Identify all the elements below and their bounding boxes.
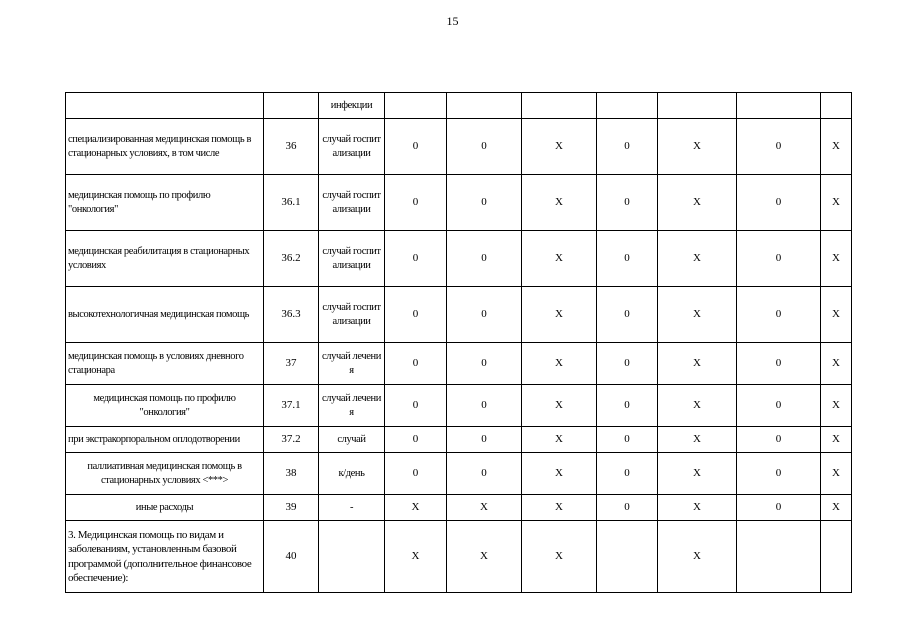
row-code: 39: [264, 495, 319, 521]
row-value: X: [522, 453, 597, 495]
row-value: 0: [447, 119, 522, 175]
row-code: [264, 93, 319, 119]
table-body: [66, 93, 852, 593]
row-value: 0: [385, 231, 447, 287]
row-value: X: [522, 231, 597, 287]
row-value: X: [658, 521, 737, 593]
row-value: X: [658, 231, 737, 287]
row-value: 0: [447, 385, 522, 427]
row-value: 0: [737, 231, 821, 287]
row-value: X: [522, 119, 597, 175]
row-value: X: [821, 343, 852, 385]
table-row: [66, 495, 852, 521]
row-name: [66, 93, 264, 119]
row-value: 0: [597, 453, 658, 495]
row-unit: к/день: [319, 453, 385, 495]
row-value: X: [658, 175, 737, 231]
row-value: X: [821, 385, 852, 427]
row-code: 36.2: [264, 231, 319, 287]
row-name: медицинская помощь по профилю "онкология": [66, 385, 264, 427]
row-value: 0: [737, 119, 821, 175]
row-value: X: [658, 287, 737, 343]
row-value: [385, 93, 447, 119]
page-number: 15: [446, 14, 459, 28]
table-row: [66, 231, 852, 287]
row-value: 0: [737, 385, 821, 427]
row-name: медицинская помощь в условиях дневного стационара: [66, 343, 264, 385]
row-code: 37.2: [264, 427, 319, 453]
row-value: 0: [385, 175, 447, 231]
table-row: [66, 427, 852, 453]
table-row: [66, 287, 852, 343]
row-value: X: [522, 175, 597, 231]
row-name: 3. Медицинская помощь по видам и заболеваниям, установленным базовой программой (дополнительное финансовое обеспечение):: [66, 521, 264, 593]
row-value: [658, 93, 737, 119]
row-value: 0: [385, 287, 447, 343]
row-value: [522, 93, 597, 119]
row-value: 0: [737, 287, 821, 343]
row-value: X: [658, 343, 737, 385]
row-value: 0: [737, 495, 821, 521]
row-unit: [319, 521, 385, 593]
row-value: X: [821, 453, 852, 495]
row-value: X: [522, 343, 597, 385]
row-name: специализированная медицинская помощь в стационарных условиях, в том числе: [66, 119, 264, 175]
row-value: 0: [447, 427, 522, 453]
row-value: 0: [447, 453, 522, 495]
row-unit: случай госпитализации: [319, 287, 385, 343]
row-code: 37.1: [264, 385, 319, 427]
row-value: X: [821, 287, 852, 343]
row-value: [737, 93, 821, 119]
table-row: [66, 119, 852, 175]
row-value: 0: [737, 453, 821, 495]
row-value: 0: [447, 287, 522, 343]
row-value: 0: [385, 343, 447, 385]
row-value: 0: [385, 119, 447, 175]
table-row: [66, 521, 852, 593]
row-value: 0: [385, 385, 447, 427]
row-value: 0: [447, 175, 522, 231]
row-value: 0: [597, 231, 658, 287]
row-value: X: [821, 495, 852, 521]
row-value: [597, 521, 658, 593]
row-value: X: [385, 521, 447, 593]
row-name: при экстракорпоральном оплодотворении: [66, 427, 264, 453]
row-value: 0: [597, 385, 658, 427]
row-value: X: [522, 495, 597, 521]
row-value: 0: [597, 175, 658, 231]
row-code: 36.1: [264, 175, 319, 231]
row-code: 36: [264, 119, 319, 175]
row-value: [737, 521, 821, 593]
table-row: [66, 175, 852, 231]
row-name: иные расходы: [66, 495, 264, 521]
row-unit: -: [319, 495, 385, 521]
row-name: высокотехнологичная медицинская помощь: [66, 287, 264, 343]
row-value: [597, 93, 658, 119]
row-value: X: [447, 495, 522, 521]
row-code: 37: [264, 343, 319, 385]
row-value: X: [821, 231, 852, 287]
row-code: 38: [264, 453, 319, 495]
row-value: X: [658, 427, 737, 453]
row-value: 0: [597, 495, 658, 521]
row-value: [821, 93, 852, 119]
row-value: 0: [597, 343, 658, 385]
row-value: 0: [737, 175, 821, 231]
row-value: 0: [447, 343, 522, 385]
row-unit: случай лечения: [319, 343, 385, 385]
row-value: X: [522, 287, 597, 343]
tariff-table: [65, 92, 852, 593]
row-value: 0: [597, 427, 658, 453]
row-value: 0: [385, 427, 447, 453]
row-value: 0: [597, 119, 658, 175]
row-value: 0: [737, 343, 821, 385]
row-value: [447, 93, 522, 119]
row-value: X: [447, 521, 522, 593]
row-unit: случай госпитализации: [319, 231, 385, 287]
row-unit: случай госпитализации: [319, 175, 385, 231]
row-value: 0: [737, 427, 821, 453]
row-value: 0: [385, 453, 447, 495]
row-value: [821, 521, 852, 593]
row-unit: случай госпитализации: [319, 119, 385, 175]
row-value: X: [821, 119, 852, 175]
row-code: 40: [264, 521, 319, 593]
row-value: 0: [447, 231, 522, 287]
table-row: [66, 93, 852, 119]
table-row: [66, 453, 852, 495]
row-value: 0: [597, 287, 658, 343]
row-code: 36.3: [264, 287, 319, 343]
row-name: медицинская помощь по профилю "онкология": [66, 175, 264, 231]
row-value: X: [821, 175, 852, 231]
row-name: медицинская реабилитация в стационарных условиях: [66, 231, 264, 287]
row-value: X: [385, 495, 447, 521]
row-value: X: [522, 521, 597, 593]
table-row: [66, 385, 852, 427]
row-value: X: [658, 119, 737, 175]
row-value: X: [522, 385, 597, 427]
row-unit: случай лечения: [319, 385, 385, 427]
row-unit: случай: [319, 427, 385, 453]
row-unit: инфекции: [319, 93, 385, 119]
row-value: X: [658, 453, 737, 495]
row-value: X: [821, 427, 852, 453]
row-value: X: [658, 385, 737, 427]
row-value: X: [522, 427, 597, 453]
row-value: X: [658, 495, 737, 521]
table-row: [66, 343, 852, 385]
row-name: паллиативная медицинская помощь в стационарных условиях <***>: [66, 453, 264, 495]
